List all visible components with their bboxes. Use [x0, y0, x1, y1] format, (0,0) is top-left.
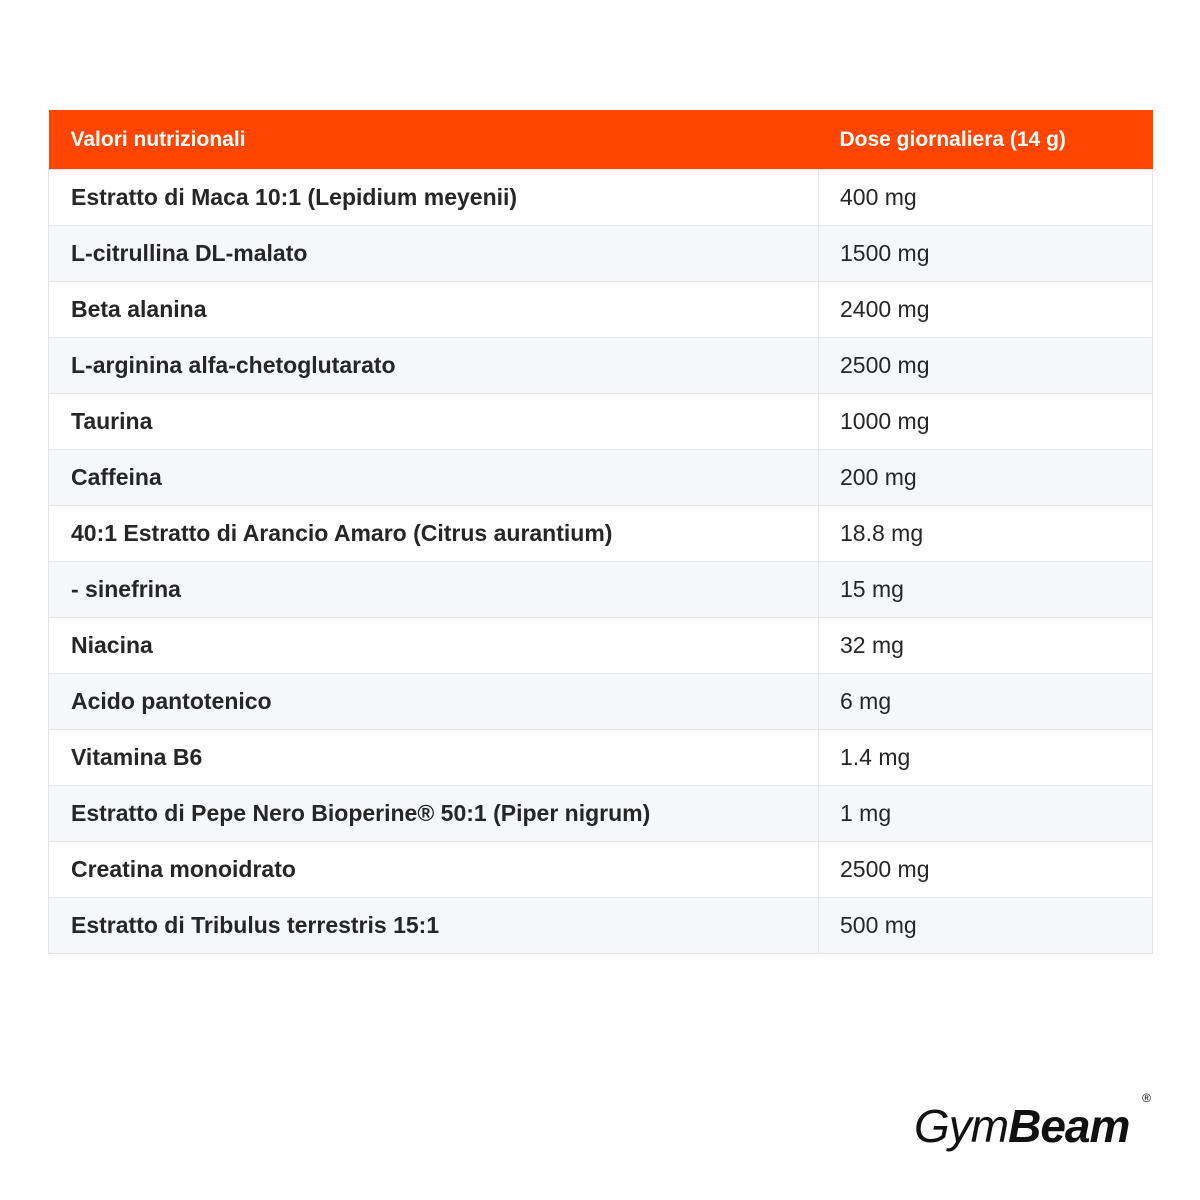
ingredient-name: Estratto di Tribulus terrestris 15:1	[49, 898, 819, 954]
ingredient-dose: 1500 mg	[819, 226, 1153, 282]
ingredient-dose: 15 mg	[819, 562, 1153, 618]
ingredient-dose: 2500 mg	[819, 842, 1153, 898]
logo-text-gym: Gym	[914, 1100, 1009, 1152]
ingredient-dose: 500 mg	[819, 898, 1153, 954]
logo-text-beam: Beam	[1008, 1100, 1130, 1152]
ingredient-dose: 32 mg	[819, 618, 1153, 674]
table-row	[49, 562, 1153, 618]
table-body	[49, 170, 1153, 954]
header-daily-dose: Dose giornaliera (14 g)	[819, 110, 1153, 170]
ingredient-name: - sinefrina	[49, 562, 819, 618]
table-row	[49, 282, 1153, 338]
ingredient-dose: 18.8 mg	[819, 506, 1153, 562]
ingredient-dose: 1.4 mg	[819, 730, 1153, 786]
ingredient-dose: 6 mg	[819, 674, 1153, 730]
table-row	[49, 394, 1153, 450]
table-row	[49, 674, 1153, 730]
ingredient-dose: 1000 mg	[819, 394, 1153, 450]
ingredient-name: Acido pantotenico	[49, 674, 819, 730]
ingredient-name: Beta alanina	[49, 282, 819, 338]
ingredient-name: L-citrullina DL-malato	[49, 226, 819, 282]
ingredient-dose: 1 mg	[819, 786, 1153, 842]
ingredient-name: Vitamina B6	[49, 730, 819, 786]
table-row	[49, 226, 1153, 282]
table-row	[49, 450, 1153, 506]
gymbeam-logo	[914, 1091, 1154, 1154]
ingredient-name: Niacina	[49, 618, 819, 674]
ingredient-name: Creatina monoidrato	[49, 842, 819, 898]
ingredient-dose: 2400 mg	[819, 282, 1153, 338]
header-row	[49, 110, 1153, 170]
table-row	[49, 786, 1153, 842]
table-row	[49, 842, 1153, 898]
registered-mark: ®	[1142, 1091, 1150, 1105]
ingredient-name: Caffeina	[49, 450, 819, 506]
table-row	[49, 338, 1153, 394]
ingredient-dose: 200 mg	[819, 450, 1153, 506]
table-row	[49, 730, 1153, 786]
nutrition-table	[48, 110, 1153, 954]
ingredient-dose: 2500 mg	[819, 338, 1153, 394]
table-header	[49, 110, 1153, 170]
ingredient-dose: 400 mg	[819, 170, 1153, 226]
table-row	[49, 506, 1153, 562]
table-row	[49, 898, 1153, 954]
ingredient-name: 40:1 Estratto di Arancio Amaro (Citrus aurantium)	[49, 506, 819, 562]
ingredient-name: L-arginina alfa-chetoglutarato	[49, 338, 819, 394]
header-nutritional-values: Valori nutrizionali	[49, 110, 819, 170]
ingredient-name: Estratto di Maca 10:1 (Lepidium meyenii)	[49, 170, 819, 226]
ingredient-name: Taurina	[49, 394, 819, 450]
table-row	[49, 618, 1153, 674]
ingredient-name: Estratto di Pepe Nero Bioperine® 50:1 (Piper nigrum)	[49, 786, 819, 842]
table-row	[49, 170, 1153, 226]
